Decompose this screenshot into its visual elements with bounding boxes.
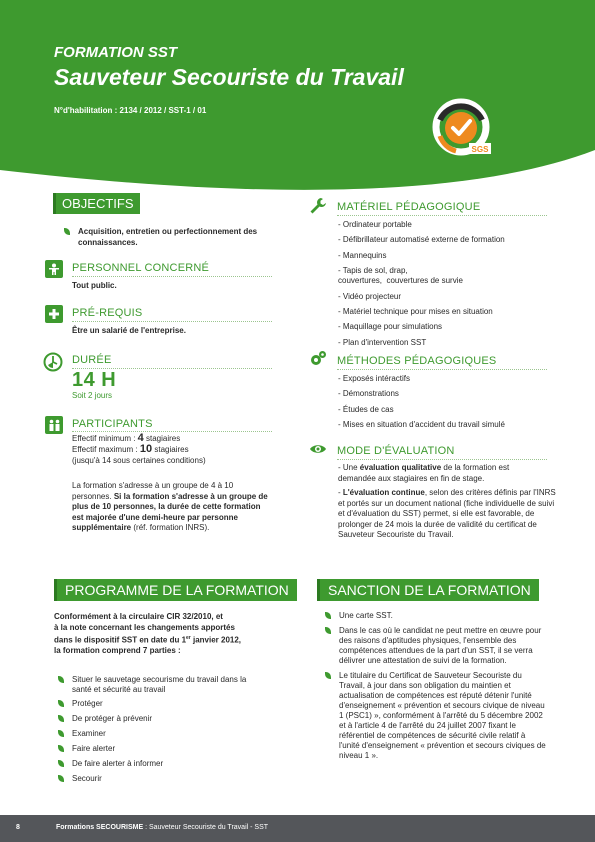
personnel-title: PERSONNEL CONCERNÉ	[72, 262, 210, 274]
list-item: De protéger à prévenir	[58, 714, 258, 724]
divider	[337, 459, 547, 460]
objectifs-text-value: Acquisition, entretien ou perfectionnement des connaissances.	[78, 227, 258, 247]
participants-paragraph: La formation s'adresse à un groupe de 4 à 10 personnes. Si la formation s'adresse à un groupe de plus de 10 personnes, la durée de cette formation est majorée d'une demi-heure par personne supplémentaire (réf. formation INRS).	[72, 481, 268, 532]
prerequis-title: PRÉ-REQUIS	[72, 307, 143, 319]
leaf-bullet-icon	[325, 672, 331, 679]
list-item: Dans le cas où le candidat ne peut mettre en œuvre pour des raisons d'aptitudes physiques, l'ensemble des compétences attendues de la part d'un SST, il se verra délivrer une attestation de suivi de la formation.	[325, 626, 547, 666]
evaluation-item-2: - L'évaluation continue, selon des critères définis par l'INRS et portés sur un document national (fiche individuelle de suivi et d'évaluation du SST) permet, si elle est favorable, de prolonger de 24 mois la durée de validité du certificat de Sauveteur Secouriste du Travail.	[338, 488, 556, 539]
list-item: Secourir	[58, 774, 258, 784]
divider	[72, 276, 272, 277]
list-item: Situer le sauvetage secourisme du travail dans la santé et sécurité au travail	[58, 675, 258, 695]
footer	[0, 815, 595, 842]
leaf-bullet-icon	[58, 775, 64, 782]
participants-effectif	[72, 433, 282, 466]
group-icon	[45, 416, 63, 434]
list-item: - Ordinateur portable	[338, 220, 412, 229]
list-item: Faire alerter	[58, 744, 258, 754]
objectifs-text	[64, 227, 279, 248]
header-kicker: FORMATION SST	[54, 44, 178, 61]
sanction-label: SANCTION DE LA FORMATION	[317, 579, 539, 601]
materiel-title: MATÉRIEL PÉDAGOGIQUE	[337, 201, 481, 213]
leaf-bullet-icon	[58, 715, 64, 722]
header-background	[0, 0, 595, 195]
effectif-max: Effectif maximum : 10 stagiaires	[72, 443, 189, 455]
list-item: De faire alerter à informer	[58, 759, 258, 769]
gears-icon	[309, 350, 327, 368]
list-item: - Vidéo projecteur	[338, 291, 401, 301]
list-item: - Démonstrations	[338, 389, 399, 399]
list-item: - Maquillage pour simulations	[338, 322, 443, 332]
page-title: Sauveteur Secouriste du Travail	[54, 64, 404, 90]
prerequis-text: Être un salarié de l'entreprise.	[72, 326, 186, 335]
list-item: Une carte SST.	[325, 611, 547, 621]
duree-value: 14 H	[72, 369, 117, 391]
programme-intro: Conformément à la circulaire CIR 32/2010, et à la note concernant les changements apportés dans le dispositif SST en date du 1er janvier 2012, la formation comprend 7 parties :	[54, 612, 242, 656]
leaf-bullet-icon	[58, 700, 64, 707]
list-item: Protéger	[58, 699, 258, 709]
plus-icon	[45, 305, 63, 323]
objectifs-label: OBJECTIFS	[53, 193, 140, 214]
evaluation-title: MODE D'ÉVALUATION	[337, 445, 455, 457]
duree-title: DURÉE	[72, 354, 112, 366]
list-item: - Mises en situation d'accident du travail simulé	[338, 419, 505, 429]
materiel-list	[338, 220, 553, 353]
duree-sub: Soit 2 jours	[72, 391, 113, 400]
leaf-bullet-icon	[64, 228, 70, 235]
list-item: - Plan d'intervention SST	[338, 337, 427, 347]
personnel-text: Tout public.	[72, 281, 117, 290]
divider	[72, 431, 272, 432]
effectif-min: Effectif minimum : 4 stagiaires	[72, 432, 181, 444]
sanction-list	[325, 611, 547, 761]
leaf-bullet-icon	[58, 760, 64, 767]
list-item: Examiner	[58, 729, 258, 739]
header	[0, 0, 595, 195]
list-item: Le titulaire du Certificat de Sauveteur Secouriste du Travail, à jour dans son obligation du maintien et actualisation de compétences est réputé détenir l'unité d'enseignement « prévention et secours civique de niveau 1 (PSC1) », conformément à l'arrêté du 5 décembre 2002 et à l'article 4 de l'arrêté du 24 juillet 2007 fixant le référentiel de compétences de sécurité civile relatif à l'unité d'enseignement « prévention et secours civiques de niveau 1 ».	[325, 671, 547, 761]
leaf-bullet-icon	[58, 676, 64, 683]
sgs-qualicert-seal-icon	[432, 98, 494, 158]
habilitation-number: N°d'habilitation : 2134 / 2012 / SST-1 / 01	[54, 106, 207, 115]
methodes-title: MÉTHODES PÉDAGOGIQUES	[337, 355, 497, 367]
leaf-bullet-icon	[325, 627, 331, 634]
list-item: - Mannequins	[338, 250, 387, 260]
evaluation-item-1: - Une évaluation qualitative de la formation est demandée aux stagiaires en fin de stage.	[338, 463, 510, 483]
divider	[337, 215, 547, 216]
participants-title: PARTICIPANTS	[72, 418, 153, 430]
programme-list	[58, 675, 258, 784]
page-number: 8	[16, 824, 20, 831]
methodes-list	[338, 374, 553, 435]
certification-logo	[432, 98, 494, 158]
divider	[337, 369, 547, 370]
leaf-bullet-icon	[58, 730, 64, 737]
programme-label: PROGRAMME DE LA FORMATION	[54, 579, 297, 601]
leaf-bullet-icon	[58, 745, 64, 752]
leaf-bullet-icon	[325, 612, 331, 619]
eye-icon	[309, 440, 327, 458]
logo-brand: SGS	[471, 145, 489, 154]
list-item: - Matériel technique pour mises en situation	[338, 306, 493, 316]
wrench-icon	[309, 197, 327, 215]
divider	[72, 321, 272, 322]
effectif-note: (jusqu'à 14 sous certaines conditions)	[72, 456, 206, 465]
list-item: - Exposés intéractifs	[338, 374, 411, 383]
footer-text: Formations SECOURISME : Sauveteur Secouriste du Travail - SST	[56, 824, 269, 831]
person-icon	[45, 260, 63, 278]
list-item: - Défibrillateur automatisé externe de formation	[338, 235, 505, 245]
list-item: - Études de cas	[338, 404, 394, 414]
clock-icon	[43, 352, 63, 372]
list-item: - Tapis de sol, drap, couvertures, couvertures de survie	[338, 265, 463, 286]
